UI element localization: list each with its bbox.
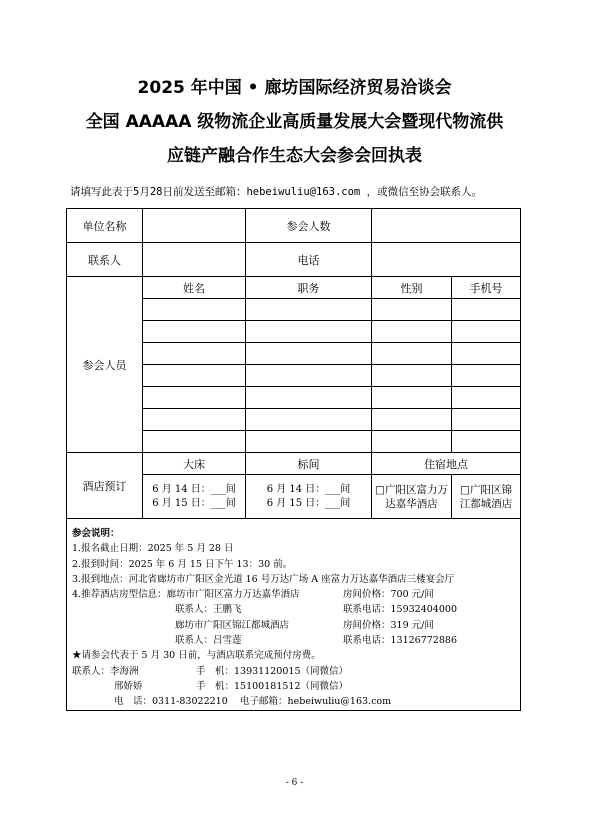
attendee-gender-field[interactable]: [372, 431, 452, 453]
col-header-gender: 性别: [372, 277, 452, 299]
hotel-option-fuli-checkbox[interactable]: □广阳区富力万达嘉华酒店: [372, 475, 452, 519]
attendee-position-field[interactable]: [246, 299, 372, 321]
attendee-position-field[interactable]: [246, 387, 372, 409]
assoc-contact-2: 邢娇娇: [114, 680, 143, 692]
assoc-mobile-1: 手 机：13931120015（同微信）: [196, 665, 348, 677]
attendee-position-field[interactable]: [246, 365, 372, 387]
col-header-position: 职务: [246, 277, 372, 299]
attendee-mobile-field[interactable]: [452, 343, 521, 365]
col-header-mobile: 手机号: [452, 277, 521, 299]
phone-field[interactable]: [372, 243, 521, 277]
attendee-count-label: 参会人数: [246, 209, 372, 243]
col-header-name: 姓名: [143, 277, 246, 299]
hotel-booking-label: 酒店预订: [67, 453, 143, 519]
notes-item-3: 3.报到地点：河北省廊坊市广阳区金光道 16 号万达广场 A 座富力万达嘉华酒店三楼宴会厅: [72, 573, 455, 585]
title-line-1: 2025 年中国 • 廊坊国际经济贸易洽谈会: [137, 78, 452, 98]
notes-item-2: 2.报到时间：2025 年 6 月 15 日下午 13：30 前。: [72, 558, 293, 570]
standard-room-dates[interactable]: [246, 475, 372, 519]
assoc-contact-1: 联系人：李海洲: [72, 665, 139, 677]
contact-field[interactable]: [143, 243, 246, 277]
unit-name-field[interactable]: [143, 209, 246, 243]
notes-hotel-2: 廊坊市广阳区锦江都城酒店: [175, 619, 290, 631]
phone-label: 电话: [246, 243, 372, 277]
notes-tel-1: 联系电话：15932404000: [343, 604, 457, 616]
attendee-gender-field[interactable]: [372, 299, 452, 321]
attendee-position-field[interactable]: [246, 409, 372, 431]
attendee-gender-field[interactable]: [372, 409, 452, 431]
attendee-name-field[interactable]: [143, 321, 246, 343]
assoc-email: 电子邮箱：hebeiwuliu@163.com: [240, 696, 392, 708]
notes-item-4: 4.推荐酒店房型信息：廊坊市广阳区富力万达嘉华酒店: [72, 589, 300, 601]
title-line-2: 全国 AAAAA 级物流企业高质量发展大会暨现代物流供: [85, 112, 504, 132]
notes-tel-2: 联系电话：13126772886: [343, 635, 457, 647]
assoc-mobile-2: 手 机：15100181512（同微信）: [196, 680, 348, 692]
page-number: - 6 -: [285, 778, 304, 788]
standard-date-15: 6 月 15 日：___间: [266, 497, 351, 509]
attendee-name-field[interactable]: [143, 409, 246, 431]
attendee-mobile-field[interactable]: [452, 431, 521, 453]
hotel-option-jinjiang-checkbox[interactable]: □广阳区锦江都城酒店: [452, 475, 521, 519]
attendee-mobile-field[interactable]: [452, 321, 521, 343]
attendee-name-field[interactable]: [143, 365, 246, 387]
notes-price-2: 房间价格：319 元/间: [343, 619, 434, 631]
attendee-mobile-field[interactable]: [452, 387, 521, 409]
big-bed-date-14: 6 月 14 日：___间: [152, 483, 236, 495]
attendee-mobile-field[interactable]: [452, 365, 521, 387]
notes-item-1: 1.报名截止日期：2025 年 5 月 28 日: [72, 543, 234, 555]
attendee-count-field[interactable]: [372, 209, 521, 243]
notes-heading: 参会说明：: [72, 528, 120, 539]
notes-contact-1: 联系人：王鹏飞: [175, 604, 242, 616]
attendee-mobile-field[interactable]: [452, 299, 521, 321]
attendee-position-field[interactable]: [246, 321, 372, 343]
attendee-name-field[interactable]: [143, 387, 246, 409]
big-bed-date-15: 6 月 15 日：___间: [152, 497, 236, 509]
attendee-gender-field[interactable]: [372, 365, 452, 387]
unit-name-label: 单位名称: [67, 209, 143, 243]
lodging-location-header: 住宿地点: [372, 453, 521, 475]
notes-contact-2: 联系人：吕雪莲: [175, 635, 242, 647]
attendee-gender-field[interactable]: [372, 321, 452, 343]
attendee-position-field[interactable]: [246, 431, 372, 453]
title-line-3: 应链产融合作生态大会参会回执表: [167, 146, 422, 166]
assoc-office-phone: 电 话：0311-83022210: [114, 696, 228, 708]
standard-room-header: 标间: [246, 453, 372, 475]
attendee-name-field[interactable]: [143, 431, 246, 453]
attendee-mobile-field[interactable]: [452, 409, 521, 431]
attendee-position-field[interactable]: [246, 343, 372, 365]
attendees-label: 参会人员: [67, 277, 143, 453]
standard-date-14: 6 月 14 日：___间: [266, 483, 351, 495]
contact-label: 联系人: [67, 243, 143, 277]
notes-price-1: 房间价格：700 元/间: [343, 589, 434, 601]
big-bed-dates[interactable]: [143, 475, 246, 519]
big-bed-header: 大床: [143, 453, 246, 475]
notes-reminder: ★请参会代表于 5 月 30 日前，与酒店联系完成预付房费。: [72, 650, 321, 662]
attendee-gender-field[interactable]: [372, 387, 452, 409]
notes-section: [72, 526, 457, 710]
attendee-name-field[interactable]: [143, 299, 246, 321]
attendee-gender-field[interactable]: [372, 343, 452, 365]
attendee-name-field[interactable]: [143, 343, 246, 365]
instruction-text: 请填写此表于5月28日前发送至邮箱：hebeiwuliu@163.com ，或微信至协会联系人。: [70, 186, 483, 198]
